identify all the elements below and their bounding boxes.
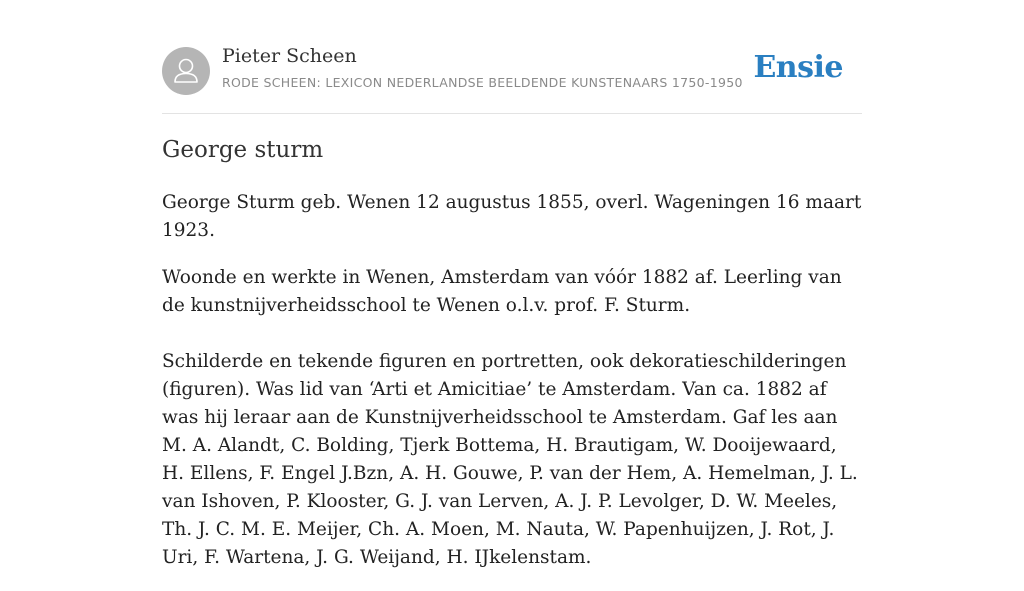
article-body	[162, 189, 862, 591]
author-avatar[interactable]	[162, 47, 210, 95]
article-paragraph: Schilderde en tekende figuren en portretten, ook dekoratieschilderingen (figuren). Was lid van ‘Arti et Amicitiae’ te Amsterdam. Van ca. 1882 af was hij leraar aan de Kunstnijverheidsschool te Amsterdam. Gaf les aan M. A. Alandt, C. Bolding, Tjerk Bottema, H. Brautigam, W. Dooijewaard, H. Ellens, F. Engel J.Bzn, A. H. Gouwe, P. van der Hem, A. Hemelman, J. L. van Ishoven, P. Klooster, G. J. van Lerven, A. J. P. Levolger, D. W. Meeles, Th. J. C. M. E. Meijer, Ch. A. Moen, M. Nauta, W. Papenhuijzen, J. Rot, J. Uri, F. Wartena, J. G. Weijand, H. IJkelenstam.	[162, 351, 858, 568]
article-container	[162, 0, 862, 568]
article-paragraph: George Sturm geb. Wenen 12 augustus 1855, overl. Wageningen 16 maart 1923.	[162, 192, 862, 241]
user-placeholder-icon	[162, 47, 210, 95]
page-title: George sturm	[162, 137, 324, 163]
article-header	[162, 0, 862, 114]
source-name[interactable]: RODE SCHEEN: LEXICON NEDERLANDSE BEELDENDE KUNSTENAARS 1750-1950	[222, 75, 743, 90]
article-paragraph: Woonde en werkte in Wenen, Amsterdam van vóór 1882 af. Leerling van de kunstnijverheidsschool te Wenen o.l.v. prof. F. Sturm.	[162, 267, 842, 316]
brand-logo[interactable]: Ensie	[753, 50, 843, 85]
author-name[interactable]: Pieter Scheen	[222, 45, 357, 67]
